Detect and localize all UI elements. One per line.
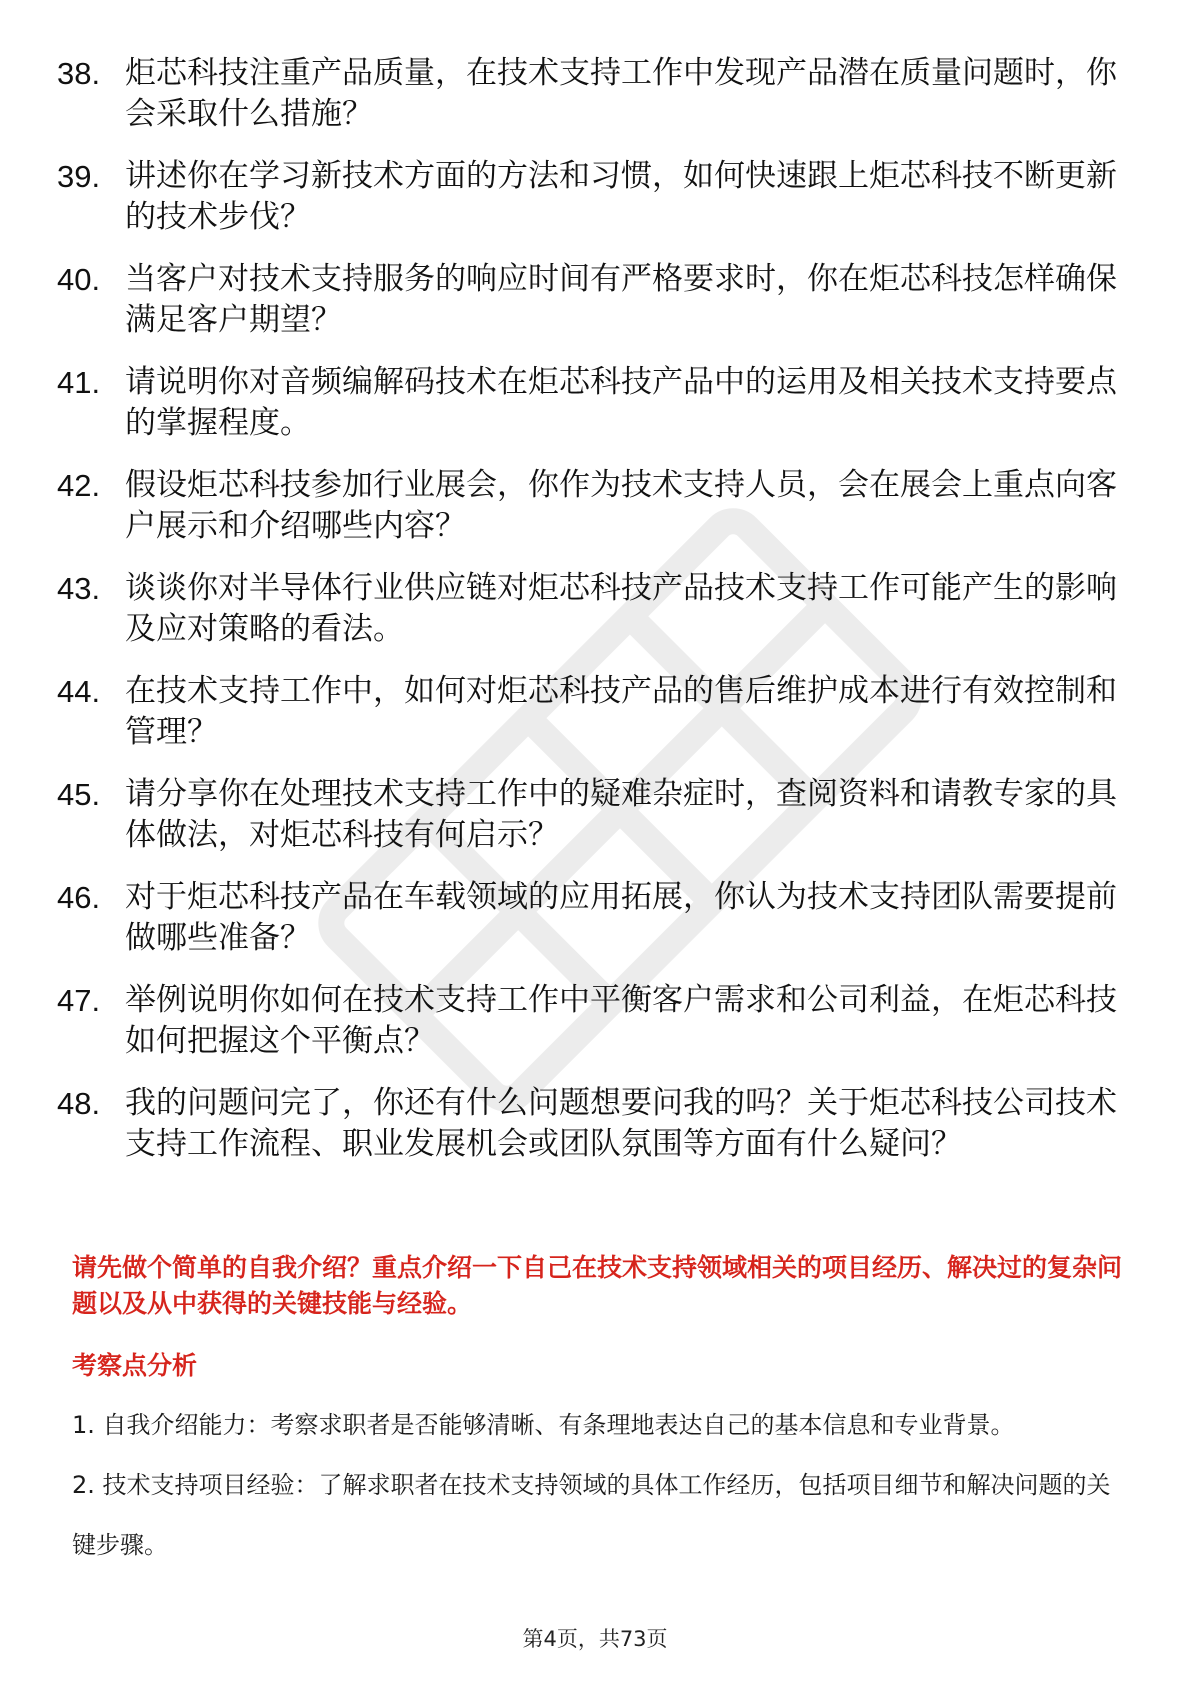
question-text: 请分享你在处理技术支持工作中的疑难杂症时，查阅资料和请教专家的具体做法，对炬芯科技有何启示？ xyxy=(125,776,1117,853)
question-number: 40. xyxy=(57,262,101,297)
question-item xyxy=(57,1083,1137,1165)
question-list xyxy=(57,53,1137,1186)
question-item xyxy=(57,465,1137,547)
analysis-points xyxy=(72,1395,1132,1575)
analysis-point: 2. 技术支持项目经验：了解求职者在技术支持领域的具体工作经历，包括项目细节和解决问题的关键步骤。 xyxy=(72,1471,1111,1559)
question-number: 45. xyxy=(57,777,101,812)
question-item xyxy=(57,53,1137,135)
question-item xyxy=(57,671,1137,753)
question-item xyxy=(57,362,1137,444)
question-number: 44. xyxy=(57,674,101,709)
page-footer: 第4页，共73页 xyxy=(522,1627,668,1651)
question-text: 当客户对技术支持服务的响应时间有严格要求时，你在炬芯科技怎样确保满足客户期望？ xyxy=(125,261,1117,338)
question-number: 39. xyxy=(57,159,101,194)
question-text: 在技术支持工作中，如何对炬芯科技产品的售后维护成本进行有效控制和管理？ xyxy=(125,673,1117,750)
question-text: 我的问题问完了，你还有什么问题想要问我的吗？关于炬芯科技公司技术支持工作流程、职业发展机会或团队氛围等方面有什么疑问？ xyxy=(125,1085,1117,1162)
question-text: 炬芯科技注重产品质量，在技术支持工作中发现产品潜在质量问题时，你会采取什么措施？ xyxy=(125,55,1117,132)
question-number: 46. xyxy=(57,880,101,915)
question-item xyxy=(57,980,1137,1062)
highlight-question: 请先做个简单的自我介绍？重点介绍一下自己在技术支持领域相关的项目经历、解决过的复杂问题以及从中获得的关键技能与经验。 xyxy=(72,1253,1123,1318)
analysis-point: 1. 自我介绍能力：考察求职者是否能够清晰、有条理地表达自己的基本信息和专业背景。 xyxy=(72,1411,1015,1439)
question-item xyxy=(57,877,1137,959)
question-text: 讲述你在学习新技术方面的方法和习惯，如何快速跟上炬芯科技不断更新的技术步伐？ xyxy=(125,158,1117,235)
question-number: 38. xyxy=(57,56,101,91)
question-number: 43. xyxy=(57,571,101,606)
question-item xyxy=(57,774,1137,856)
question-text: 举例说明你如何在技术支持工作中平衡客户需求和公司利益，在炬芯科技如何把握这个平衡点？ xyxy=(125,982,1117,1059)
question-text: 请说明你对音频编解码技术在炬芯科技产品中的运用及相关技术支持要点的掌握程度。 xyxy=(125,364,1117,441)
question-text: 谈谈你对半导体行业供应链对炬芯科技产品技术支持工作可能产生的影响及应对策略的看法。 xyxy=(125,570,1117,647)
question-item xyxy=(57,568,1137,650)
question-item xyxy=(57,156,1137,238)
question-text: 假设炬芯科技参加行业展会，你作为技术支持人员，会在展会上重点向客户展示和介绍哪些内容？ xyxy=(125,467,1117,544)
question-item xyxy=(57,259,1137,341)
question-number: 48. xyxy=(57,1086,101,1121)
analysis-title: 考察点分析 xyxy=(72,1351,198,1380)
question-number: 42. xyxy=(57,468,101,503)
question-text: 对于炬芯科技产品在车载领域的应用拓展，你认为技术支持团队需要提前做哪些准备？ xyxy=(125,879,1117,956)
question-number: 41. xyxy=(57,365,101,400)
question-number: 47. xyxy=(57,983,101,1018)
